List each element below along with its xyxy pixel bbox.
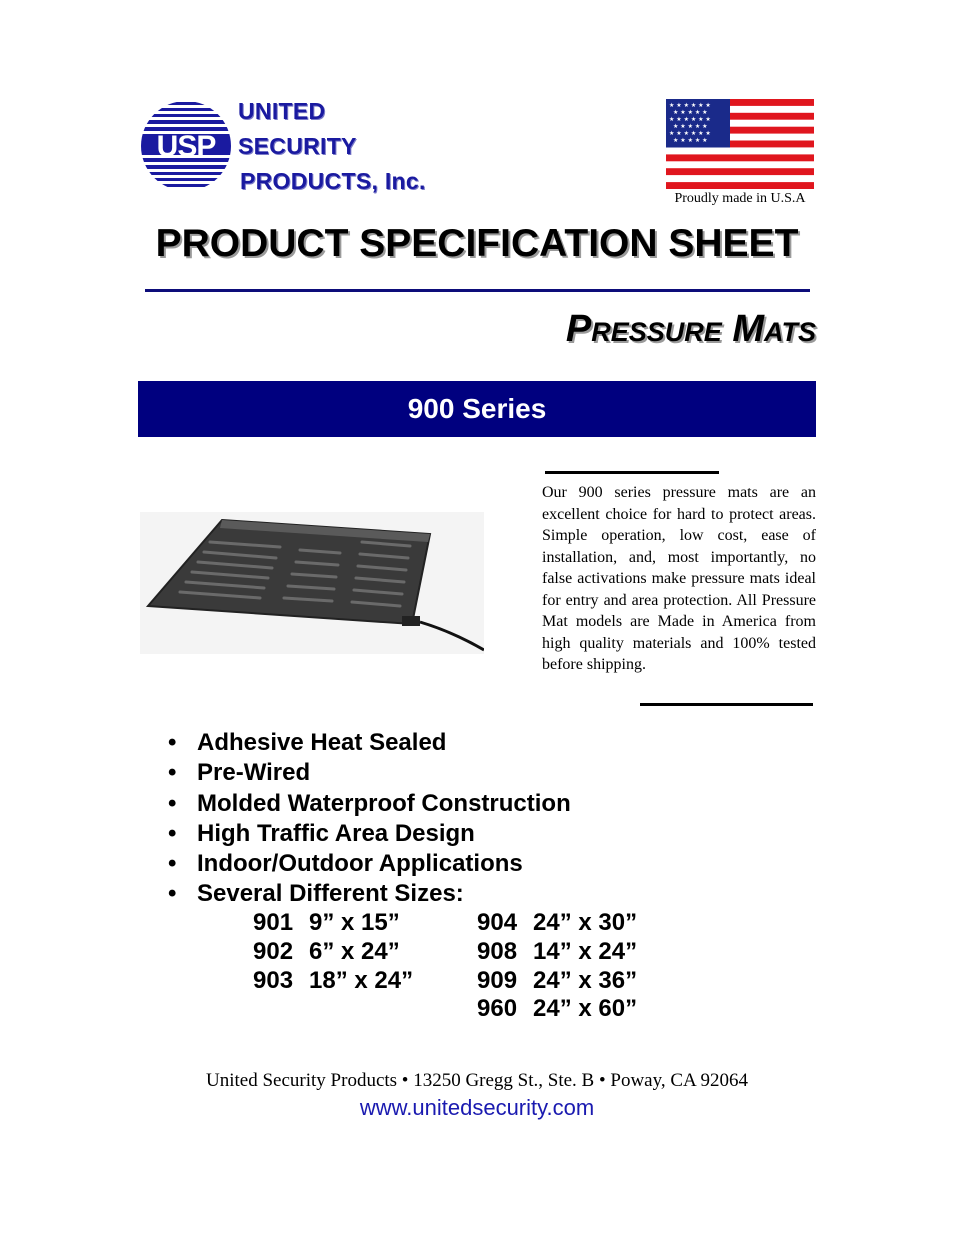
svg-text:★ ★ ★ ★ ★ ★: ★ ★ ★ ★ ★ ★ <box>669 102 711 109</box>
model-size: 6” x 24” <box>309 938 400 965</box>
bullet-icon: • <box>168 880 177 908</box>
model-size: 18” x 24” <box>309 967 414 994</box>
pressure-mat-image <box>140 512 484 654</box>
feature-item <box>168 819 768 849</box>
model-code: 901 <box>253 909 294 936</box>
bullet-icon: • <box>168 850 177 878</box>
bullet-icon: • <box>168 819 177 847</box>
model-size: 24” x 60” <box>533 995 638 1022</box>
footer-address: United Security Products • 13250 Gregg St., Ste. B • Poway, CA 92064 <box>206 1070 748 1091</box>
company-logo <box>140 100 470 195</box>
feature-text: Molded Waterproof Construction <box>197 789 571 817</box>
feature-item <box>168 879 768 909</box>
feature-item <box>168 789 768 819</box>
svg-text:★ ★ ★ ★ ★: ★ ★ ★ ★ ★ <box>673 123 708 130</box>
model-code: 909 <box>477 967 518 994</box>
feature-text: Indoor/Outdoor Applications <box>197 850 523 878</box>
size-row <box>477 966 637 995</box>
feature-text: Several Different Sizes: <box>197 880 464 908</box>
feature-list <box>168 728 768 910</box>
size-row <box>253 937 400 966</box>
model-size: 24” x 36” <box>533 967 638 994</box>
model-code: 960 <box>477 995 518 1022</box>
size-row <box>253 966 413 995</box>
feature-item <box>168 728 768 758</box>
svg-text:USP: USP <box>156 130 216 163</box>
bullet-icon: • <box>168 789 177 817</box>
product-description: Our 900 series pressure mats are an excellent choice for hard to protect areas. Simple operation, low cost, ease of installation, and, most importantly, no false activations make pressure mats ideal for entry and area protection. All Pressure Mat models are Made in America from high quality materials and 100% tested before shipping. <box>542 484 816 673</box>
size-row <box>477 994 637 1023</box>
description-bottom-rule <box>640 703 813 706</box>
svg-text:★ ★ ★ ★ ★: ★ ★ ★ ★ ★ <box>673 109 708 116</box>
model-size: 9” x 15” <box>309 909 400 936</box>
model-code: 904 <box>477 909 518 936</box>
model-size: 24” x 30” <box>533 909 638 936</box>
size-row <box>477 908 637 937</box>
feature-text: Adhesive Heat Sealed <box>197 729 447 756</box>
feature-item <box>168 849 768 879</box>
svg-text:★ ★ ★ ★ ★ ★: ★ ★ ★ ★ ★ ★ <box>669 116 711 123</box>
page-title: PRODUCT SPECIFICATION SHEET <box>155 222 799 265</box>
model-size: 14” x 24” <box>533 938 638 965</box>
size-row <box>477 937 637 966</box>
flag-caption: Proudly made in U.S.A <box>674 191 806 206</box>
model-code: 903 <box>253 967 294 994</box>
feature-item <box>168 758 768 788</box>
model-code: 908 <box>477 938 518 965</box>
bullet-icon: • <box>168 759 177 787</box>
svg-text:★ ★ ★ ★ ★ ★: ★ ★ ★ ★ ★ ★ <box>669 130 711 137</box>
product-name: Pressure Mats <box>565 308 816 350</box>
usp-globe-icon <box>140 100 236 192</box>
logo-line-united: UNITED <box>238 98 326 124</box>
feature-text: Pre-Wired <box>197 759 311 787</box>
model-code: 902 <box>253 938 294 965</box>
series-banner: 900 Series <box>138 381 816 437</box>
feature-text: High Traffic Area Design <box>197 819 475 847</box>
bullet-icon: • <box>168 729 177 756</box>
us-flag-icon <box>666 99 814 189</box>
logo-line-products: PRODUCTS, Inc. <box>240 168 426 194</box>
footer-website-link[interactable]: www.unitedsecurity.com <box>359 1095 595 1120</box>
size-row <box>253 908 400 937</box>
logo-line-security: SECURITY <box>238 133 357 159</box>
svg-text:★ ★ ★ ★ ★: ★ ★ ★ ★ ★ <box>673 137 708 144</box>
description-top-rule <box>545 471 719 474</box>
title-divider <box>145 289 810 292</box>
